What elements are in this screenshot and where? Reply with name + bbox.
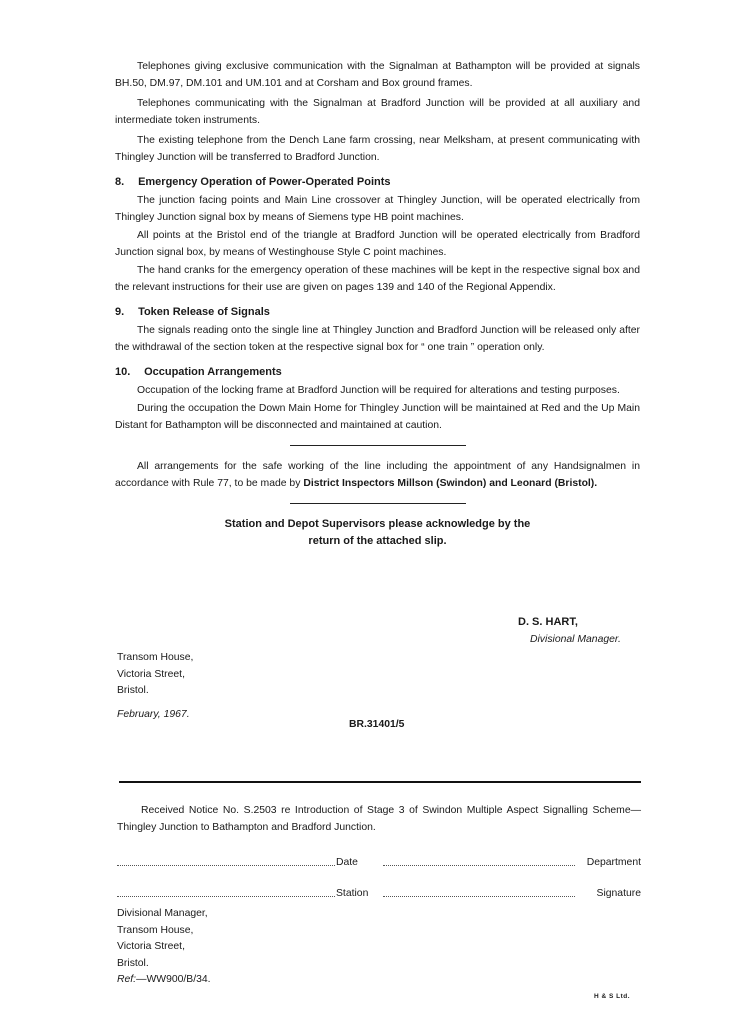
address-line: Transom House, [117, 652, 194, 663]
signatory-title: Divisional Manager. [530, 634, 621, 645]
section-heading [115, 304, 640, 321]
printer-imprint: H & S Ltd. [594, 993, 631, 1000]
ref-value: —WW900/B/34. [136, 974, 211, 985]
slip-paragraph: Received Notice No. S.2503 re Introduction of Stage 3 of Swindon Multiple Aspect Signalling Scheme—Thingley Junction to Bathampton and Bradford Junction. [117, 805, 641, 833]
section-title: Occupation Arrangements [144, 366, 282, 378]
paragraph: The hand cranks for the emergency operation of these machines will be kept in the respective signal box and the relevant instructions for their use are given on pages 139 and 140 of the Regional Appendix. [115, 265, 640, 293]
section-title: Emergency Operation of Power-Operated Points [138, 176, 391, 188]
acknowledge-note [115, 516, 640, 550]
notice-reference: BR.31401/5 [349, 719, 405, 730]
paragraph: All points at the Bristol end of the triangle at Bradford Junction will be operated electrically from Bradford Junction signal box, by means of Westinghouse Style C point machines. [115, 230, 640, 258]
section-number: 8. [115, 176, 125, 188]
paragraph: Occupation of the locking frame at Bradford Junction will be required for alterations and testing purposes. [137, 385, 620, 396]
section-heading [115, 174, 640, 191]
acknowledgement-slip-text [117, 802, 641, 836]
sender-address [117, 650, 193, 700]
arrangements-paragraph [115, 458, 640, 492]
address-line: Transom House, [117, 924, 194, 936]
slip-row-date [117, 854, 641, 872]
signature-label: Signature [596, 888, 641, 899]
notice-body [115, 58, 640, 550]
department-label: Department [586, 857, 641, 868]
department-fill-line[interactable] [383, 854, 575, 866]
station-fill-line[interactable] [117, 885, 335, 897]
notice-date: February, 1967. [117, 709, 190, 720]
paragraph: During the occupation the Down Main Home for Thingley Junction will be maintained at Red and the Up Main Distant for Bathampton will be disconnected and maintained at caution. [115, 403, 640, 431]
paragraph: The junction facing points and Main Line crossover at Thingley Junction, will be operated electrically from Thingley Junction signal box by means of Siemens type HB point machines. [115, 195, 640, 223]
section-heading [115, 364, 640, 381]
address-line: Victoria Street, [117, 668, 185, 680]
signature-fill-line[interactable] [383, 885, 575, 897]
slip-ref [117, 972, 211, 989]
paragraph: The existing telephone from the Dench Lane farm crossing, near Melksham, at present communicating with Thingley Junction will be transferred to Bradford Junction. [115, 135, 640, 163]
address-line: Divisional Manager, [117, 908, 208, 919]
arrangements-text: All arrangements for the safe working of the line including the appointment of any Handsignalmen in accordance with Rule 77, to be made by [115, 461, 640, 489]
acknowledge-line-2: return of the attached slip. [308, 535, 447, 547]
arrangements-inspectors: District Inspectors Millson (Swindon) and Leonard (Bristol). [303, 478, 598, 489]
address-line: Bristol. [117, 685, 149, 696]
paragraph: Telephones communicating with the Signalman at Bradford Junction will be provided at all auxiliary and intermediate token instruments. [115, 98, 640, 126]
station-label: Station [336, 888, 369, 899]
signatory-name: D. S. HART, [518, 616, 578, 628]
tear-off-rule [119, 781, 641, 783]
section-title: Token Release of Signals [138, 306, 270, 318]
slip-row-station [117, 885, 641, 903]
paragraph: Telephones giving exclusive communication with the Signalman at Bathampton will be provided at signals BH.50, DM.97, DM.101 and UM.101 and at Corsham and Box ground frames. [115, 61, 640, 89]
slip-return-address [117, 906, 211, 989]
section-number: 10. [115, 366, 131, 378]
ref-label: Ref: [117, 974, 137, 985]
address-line: Bristol. [117, 957, 149, 969]
acknowledge-line-1: Station and Depot Supervisors please acknowledge by the [224, 518, 531, 530]
section-number: 9. [115, 306, 125, 318]
paragraph: The signals reading onto the single line at Thingley Junction and Bradford Junction will be released only after the withdrawal of the section token at the respective signal box for “ one train ” operation only. [115, 325, 640, 353]
address-line: Victoria Street, [117, 941, 185, 952]
date-label: Date [336, 857, 358, 868]
date-fill-line[interactable] [117, 854, 335, 866]
